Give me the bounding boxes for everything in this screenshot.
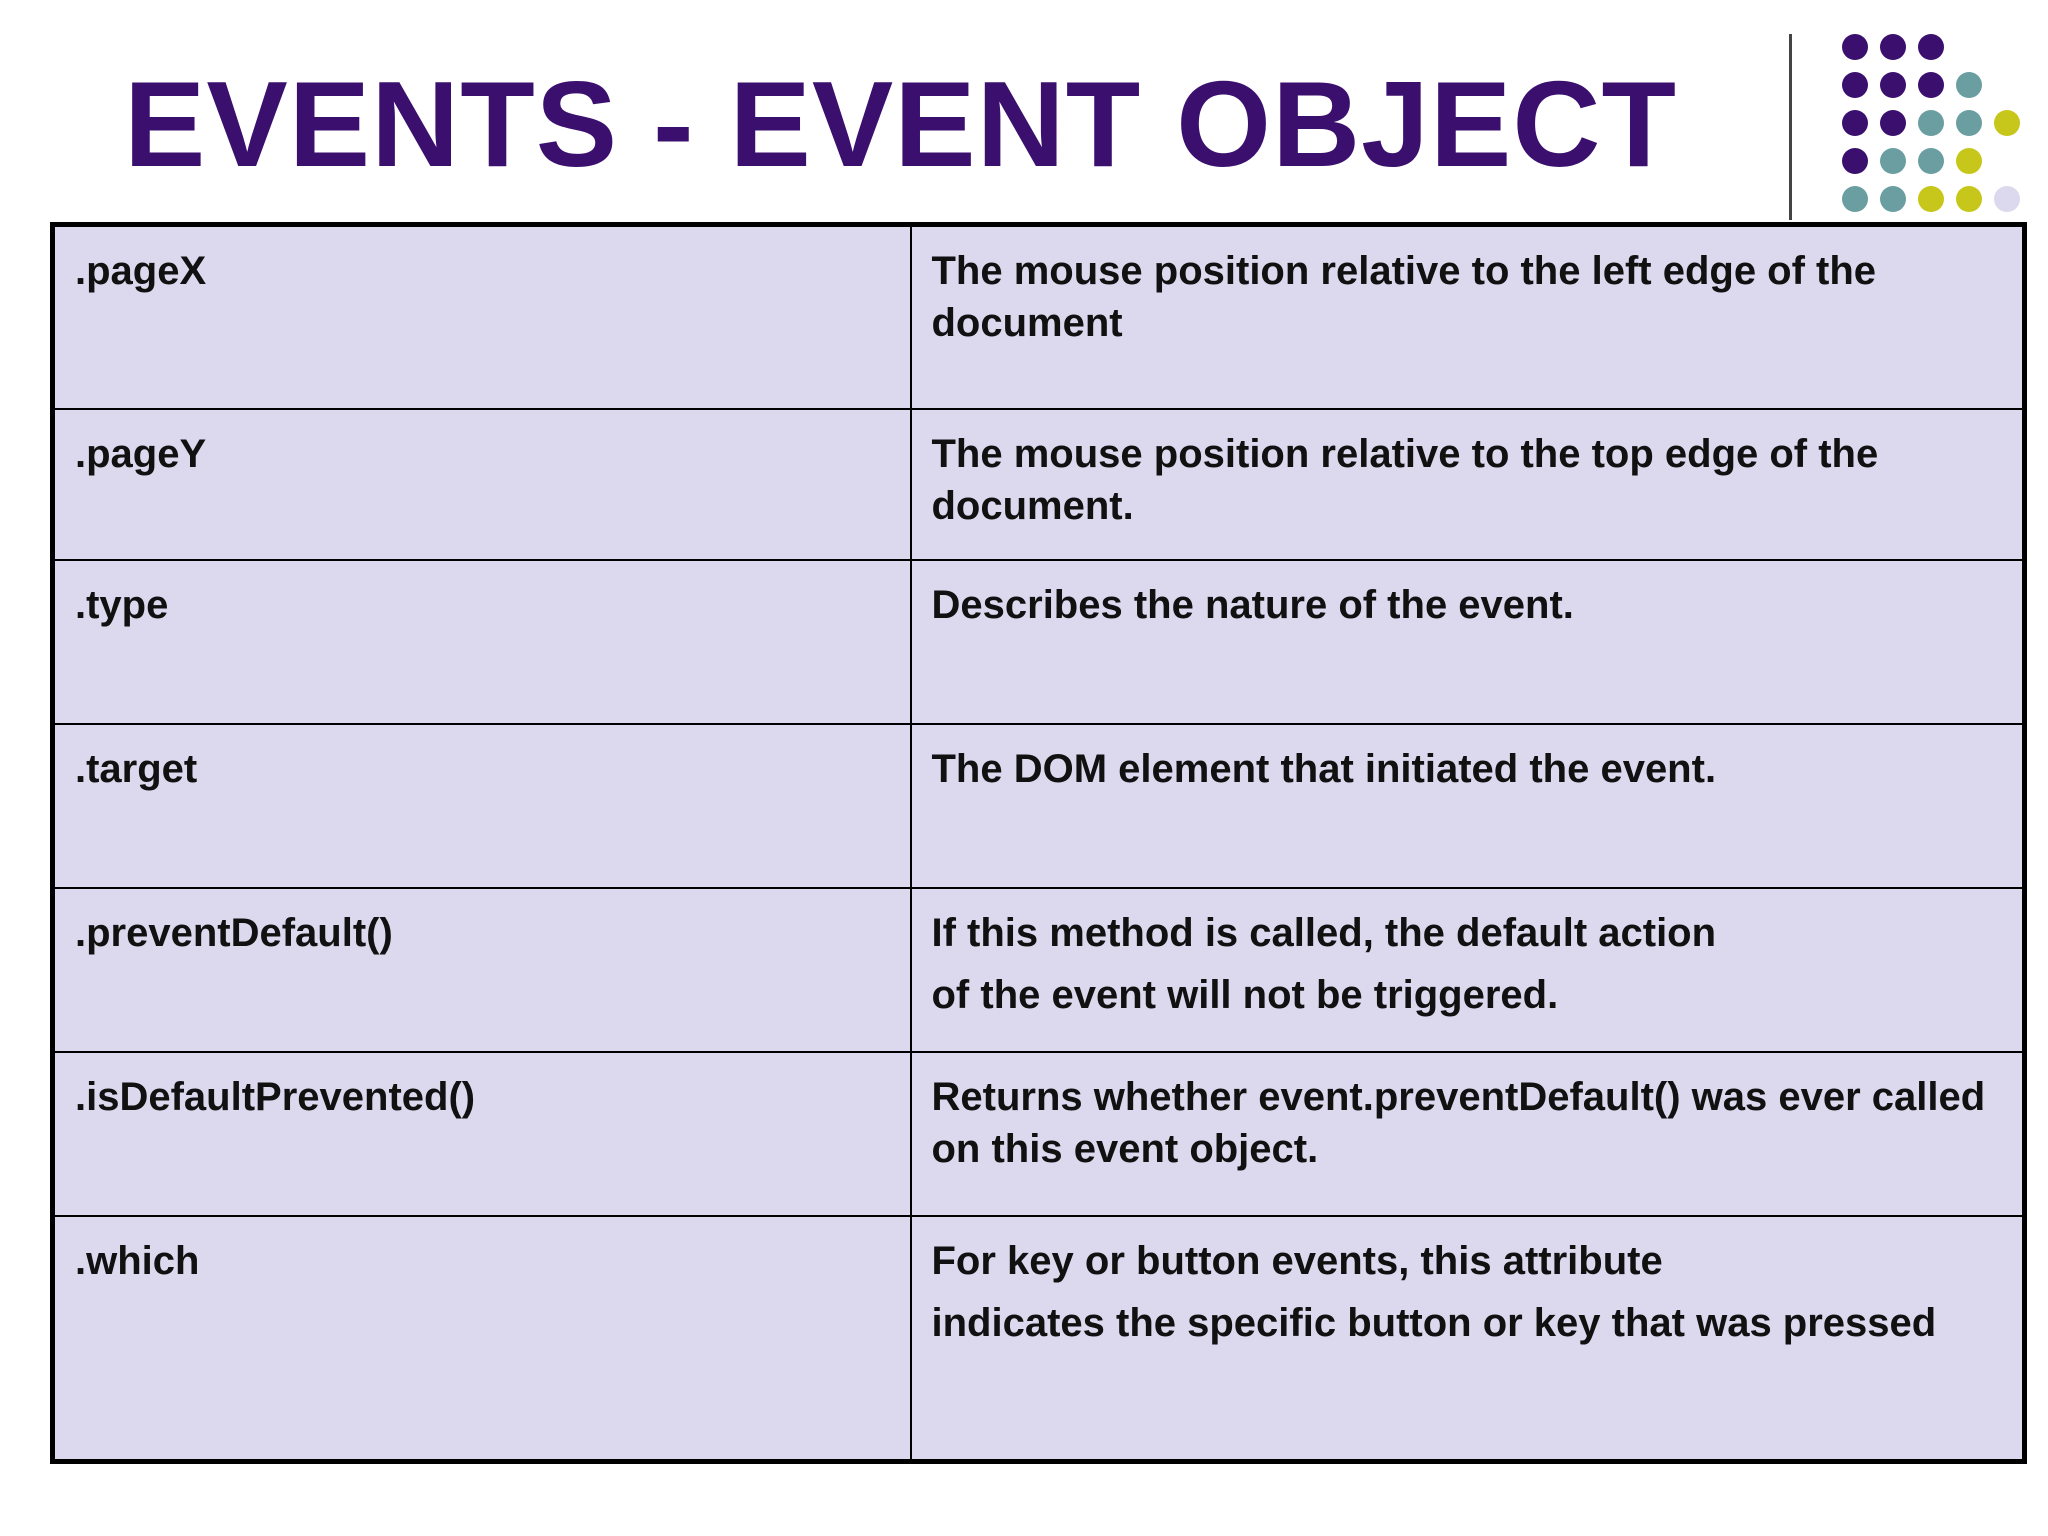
- description-line: If this method is called, the default action: [931, 910, 1717, 955]
- property-description: [911, 560, 2025, 724]
- decorative-dot: [1994, 110, 2020, 136]
- property-description: [911, 409, 2025, 560]
- decorative-dot: [1918, 110, 1944, 136]
- decorative-dot: [1842, 186, 1868, 212]
- property-name: .type: [53, 560, 911, 724]
- description-line: The mouse position relative to the left edge of the document: [931, 249, 1877, 345]
- table-row: [53, 1216, 2025, 1462]
- title-divider: [1789, 34, 1792, 220]
- decorative-dot: [1880, 34, 1906, 60]
- property-name: .target: [53, 724, 911, 888]
- decorative-dot: [1918, 34, 1944, 60]
- table-row: [53, 1052, 2025, 1216]
- decorative-dot: [1956, 72, 1982, 98]
- description-line: Returns whether event.preventDefault() was ever called on this event object.: [931, 1074, 1986, 1171]
- property-name: .pageX: [53, 225, 911, 409]
- property-name: .isDefaultPrevented(): [53, 1052, 911, 1216]
- property-description: [911, 888, 2025, 1052]
- description-line: of the event will not be triggered.: [931, 972, 1559, 1017]
- decorative-dot: [1956, 110, 1982, 136]
- decorative-dot: [1994, 186, 2020, 212]
- property-name: .which: [53, 1216, 911, 1462]
- event-properties-table: [50, 222, 2027, 1464]
- decorative-dot: [1842, 148, 1868, 174]
- decorative-dot: [1880, 72, 1906, 98]
- decorative-dot: [1918, 186, 1944, 212]
- property-name: .preventDefault(): [53, 888, 911, 1052]
- description-line: For key or button events, this attribute: [931, 1238, 1663, 1283]
- decorative-dot: [1880, 186, 1906, 212]
- decorative-dot: [1842, 110, 1868, 136]
- decorative-dot: [1880, 148, 1906, 174]
- decorative-dot: [1956, 186, 1982, 212]
- property-description: [911, 1216, 2025, 1462]
- table-row: [53, 724, 2025, 888]
- description-line: The DOM element that initiated the event.: [931, 746, 1717, 791]
- decorative-dot: [1842, 34, 1868, 60]
- decorative-dot: [1918, 148, 1944, 174]
- decorative-dot: [1880, 110, 1906, 136]
- table-row: [53, 560, 2025, 724]
- property-name: .pageY: [53, 409, 911, 560]
- property-description: [911, 1052, 2025, 1216]
- decorative-dot: [1918, 72, 1944, 98]
- decorative-dot: [1842, 72, 1868, 98]
- description-line: indicates the specific button or key that was pressed: [931, 1300, 1937, 1345]
- description-line: Describes the nature of the event.: [931, 582, 1574, 627]
- table-row: [53, 409, 2025, 560]
- event-properties-body: [53, 225, 2025, 1462]
- table-row: [53, 225, 2025, 409]
- decorative-dot: [1956, 148, 1982, 174]
- property-description: [911, 225, 2025, 409]
- description-line: The mouse position relative to the top edge of the document.: [931, 431, 1879, 528]
- table-row: [53, 888, 2025, 1052]
- slide-title: EVENTS - EVENT OBJECT: [124, 56, 1678, 192]
- property-description: [911, 724, 2025, 888]
